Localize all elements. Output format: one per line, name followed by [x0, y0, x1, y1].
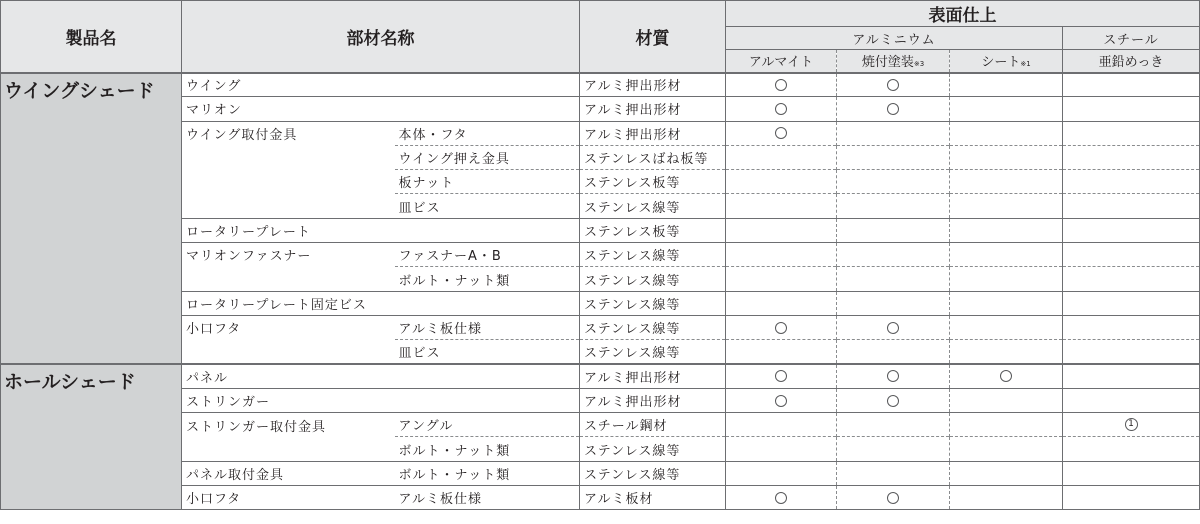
circled-number: 1 — [1125, 418, 1138, 431]
circle-mark-icon — [775, 492, 787, 504]
sub-part-name: アルミ板仕様 — [395, 486, 580, 510]
part-name: マリオン — [182, 97, 395, 121]
mark-alumite — [726, 243, 837, 267]
material-name: アルミ押出形材 — [580, 73, 726, 97]
mark-galvanized — [1063, 413, 1200, 437]
table-row — [1, 73, 1200, 97]
part-name: ウイング取付金具 — [182, 121, 395, 145]
mark-alumite — [726, 437, 837, 461]
sub-part-name — [395, 364, 580, 388]
mark-alumite — [726, 315, 837, 339]
mark-galvanized — [1063, 315, 1200, 339]
mark-alumite — [726, 413, 837, 437]
mark-galvanized — [1063, 243, 1200, 267]
sub-part-name — [395, 218, 580, 242]
mark-baked — [837, 364, 950, 388]
mark-baked — [837, 73, 950, 97]
header-baked-label: 焼付塗装 — [861, 55, 914, 71]
material-name: アルミ板材 — [580, 486, 726, 510]
mark-baked — [837, 291, 950, 315]
mark-galvanized — [1063, 170, 1200, 194]
mark-sheet — [950, 486, 1063, 510]
mark-sheet — [950, 364, 1063, 388]
header-galvanized: 亜鉛めっき — [1063, 50, 1200, 73]
mark-sheet — [950, 437, 1063, 461]
sub-part-name — [395, 73, 580, 97]
mark-alumite — [726, 218, 837, 242]
mark-alumite — [726, 73, 837, 97]
part-name: 小口フタ — [182, 486, 395, 510]
mark-sheet — [950, 388, 1063, 412]
mark-galvanized — [1063, 461, 1200, 485]
mark-sheet — [950, 121, 1063, 145]
mark-baked — [837, 97, 950, 121]
mark-baked — [837, 486, 950, 510]
mark-sheet — [950, 315, 1063, 339]
mark-galvanized — [1063, 291, 1200, 315]
material-name: ステンレス線等 — [580, 437, 726, 461]
mark-alumite — [726, 170, 837, 194]
circle-mark-icon — [887, 492, 899, 504]
circle-mark-icon — [775, 370, 787, 382]
mark-sheet — [950, 243, 1063, 267]
mark-alumite — [726, 364, 837, 388]
circle-mark-icon — [887, 79, 899, 91]
mark-galvanized — [1063, 340, 1200, 364]
material-name: ステンレス線等 — [580, 194, 726, 218]
material-name: アルミ押出形材 — [580, 364, 726, 388]
part-name: ストリンガー取付金具 — [182, 413, 395, 437]
sub-part-name — [395, 388, 580, 412]
material-name: スチール鋼材 — [580, 413, 726, 437]
mark-alumite — [726, 121, 837, 145]
header-finish: 表面仕上 — [726, 1, 1200, 27]
part-name — [182, 340, 395, 364]
mark-alumite — [726, 145, 837, 169]
mark-baked — [837, 218, 950, 242]
mark-sheet — [950, 291, 1063, 315]
mark-alumite — [726, 267, 837, 291]
circle-mark-icon — [775, 395, 787, 407]
mark-sheet — [950, 73, 1063, 97]
sub-part-name: アルミ板仕様 — [395, 315, 580, 339]
mark-alumite — [726, 194, 837, 218]
circle-mark-icon — [775, 322, 787, 334]
circle-mark-icon — [887, 370, 899, 382]
mark-baked — [837, 243, 950, 267]
mark-baked — [837, 461, 950, 485]
mark-baked — [837, 267, 950, 291]
mark-baked — [837, 121, 950, 145]
part-name — [182, 145, 395, 169]
material-name: ステンレス線等 — [580, 461, 726, 485]
header-baked-note: ※3 — [913, 60, 925, 69]
header-material: 材質 — [580, 1, 726, 73]
sub-part-name: ボルト・ナット類 — [395, 267, 580, 291]
part-name: ウイング — [182, 73, 395, 97]
header-product: 製品名 — [1, 1, 182, 73]
mark-alumite — [726, 340, 837, 364]
part-name — [182, 437, 395, 461]
sub-part-name — [395, 291, 580, 315]
sub-part-name: 板ナット — [395, 170, 580, 194]
header-baked — [837, 50, 950, 73]
material-name: ステンレス線等 — [580, 315, 726, 339]
material-name: ステンレス線等 — [580, 340, 726, 364]
mark-sheet — [950, 194, 1063, 218]
material-name: ステンレス線等 — [580, 291, 726, 315]
mark-galvanized — [1063, 121, 1200, 145]
header-steel: スチール — [1063, 27, 1200, 50]
part-name: ロータリープレート固定ビス — [182, 291, 395, 315]
mark-baked — [837, 437, 950, 461]
header-sheet-label: シート — [981, 55, 1021, 71]
table-body — [1, 73, 1200, 510]
material-name: アルミ押出形材 — [580, 388, 726, 412]
mark-sheet — [950, 218, 1063, 242]
circle-mark-icon — [775, 103, 787, 115]
mark-baked — [837, 388, 950, 412]
part-name: マリオンファスナー — [182, 243, 395, 267]
mark-galvanized — [1063, 486, 1200, 510]
part-name: 小口フタ — [182, 315, 395, 339]
mark-galvanized — [1063, 73, 1200, 97]
material-name: ステンレス線等 — [580, 243, 726, 267]
mark-sheet — [950, 170, 1063, 194]
mark-alumite — [726, 461, 837, 485]
mark-sheet — [950, 97, 1063, 121]
circle-mark-icon — [887, 103, 899, 115]
part-name: パネル — [182, 364, 395, 388]
mark-galvanized — [1063, 145, 1200, 169]
part-name — [182, 267, 395, 291]
mark-sheet — [950, 340, 1063, 364]
mark-baked — [837, 413, 950, 437]
product-name: ホールシェード — [1, 364, 182, 510]
part-name: ロータリープレート — [182, 218, 395, 242]
circle-mark-icon — [775, 127, 787, 139]
part-name: パネル取付金具 — [182, 461, 395, 485]
header-sheet-note: ※1 — [1020, 60, 1031, 69]
mark-alumite — [726, 486, 837, 510]
part-name — [182, 194, 395, 218]
mark-alumite — [726, 291, 837, 315]
sub-part-name: 本体・フタ — [395, 121, 580, 145]
circle-mark-icon — [887, 322, 899, 334]
mark-galvanized — [1063, 218, 1200, 242]
mark-baked — [837, 194, 950, 218]
mark-sheet — [950, 413, 1063, 437]
circle-mark-icon — [775, 79, 787, 91]
part-name — [182, 170, 395, 194]
mark-galvanized — [1063, 267, 1200, 291]
product-name: ウイングシェード — [1, 73, 182, 365]
sub-part-name: 皿ビス — [395, 194, 580, 218]
mark-sheet — [950, 267, 1063, 291]
mark-baked — [837, 315, 950, 339]
part-name: ストリンガー — [182, 388, 395, 412]
table-row — [1, 364, 1200, 388]
material-name: ステンレス板等 — [580, 170, 726, 194]
mark-baked — [837, 170, 950, 194]
mark-alumite — [726, 97, 837, 121]
sub-part-name: 皿ビス — [395, 340, 580, 364]
sub-part-name: ファスナーA・B — [395, 243, 580, 267]
mark-sheet — [950, 461, 1063, 485]
mark-galvanized — [1063, 388, 1200, 412]
mark-galvanized — [1063, 437, 1200, 461]
sub-part-name — [395, 97, 580, 121]
material-name: アルミ押出形材 — [580, 121, 726, 145]
mark-galvanized — [1063, 364, 1200, 388]
material-name: ステンレスばね板等 — [580, 145, 726, 169]
sub-part-name: ボルト・ナット類 — [395, 437, 580, 461]
mark-baked — [837, 145, 950, 169]
material-name: ステンレス板等 — [580, 218, 726, 242]
mark-galvanized — [1063, 194, 1200, 218]
sub-part-name: ウイング押え金具 — [395, 145, 580, 169]
header-sheet — [950, 50, 1063, 73]
material-name: ステンレス線等 — [580, 267, 726, 291]
mark-sheet — [950, 145, 1063, 169]
mark-alumite — [726, 388, 837, 412]
mark-galvanized — [1063, 97, 1200, 121]
circle-mark-icon — [887, 395, 899, 407]
header-aluminum: アルミニウム — [726, 27, 1063, 50]
sub-part-name: アングル — [395, 413, 580, 437]
header-part: 部材名称 — [182, 1, 580, 73]
header-alumite: アルマイト — [726, 50, 837, 73]
sub-part-name: ボルト・ナット類 — [395, 461, 580, 485]
mark-baked — [837, 340, 950, 364]
circle-mark-icon — [1000, 370, 1012, 382]
material-name: アルミ押出形材 — [580, 97, 726, 121]
